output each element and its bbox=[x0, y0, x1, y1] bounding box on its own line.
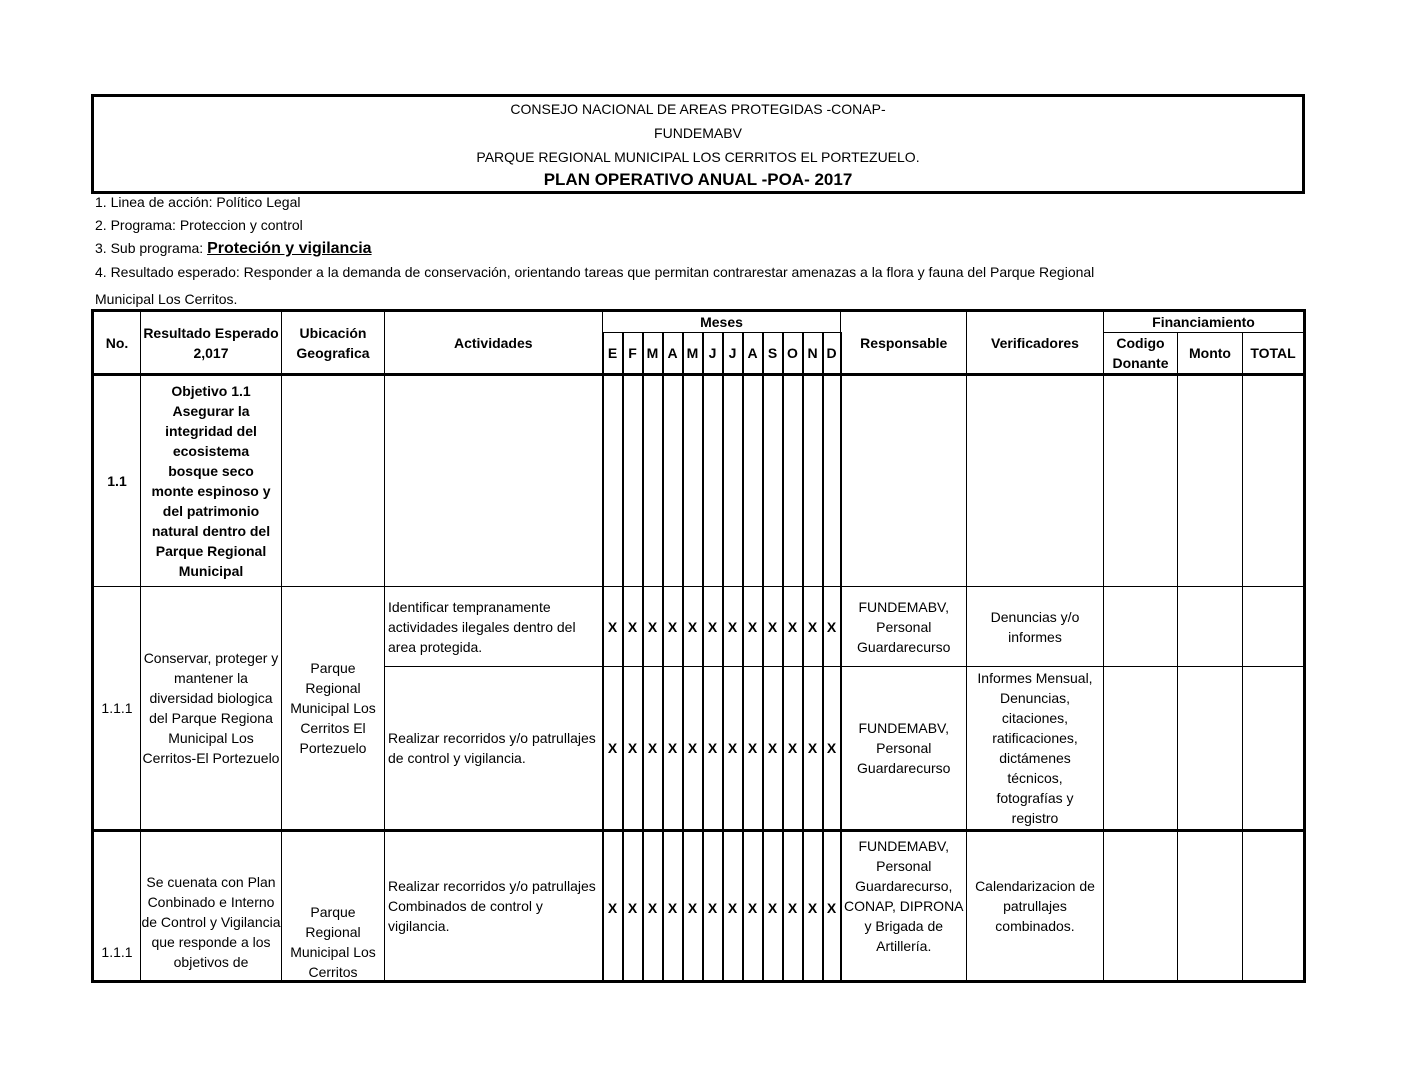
month-mark: X bbox=[663, 587, 683, 667]
empty-cell bbox=[643, 375, 663, 587]
activity-text: Identificar tempranamente actividades ilegales dentro del area protegida. bbox=[385, 587, 603, 667]
empty-cell bbox=[1243, 375, 1305, 587]
empty-cell bbox=[1104, 831, 1178, 982]
month-mark: X bbox=[743, 587, 763, 667]
month-mark: X bbox=[723, 587, 743, 667]
col-financiamiento: Financiamiento bbox=[1104, 311, 1305, 333]
month-mark: X bbox=[823, 667, 841, 831]
month-mark: X bbox=[783, 667, 803, 831]
empty-cell bbox=[1104, 375, 1178, 587]
month-mark: X bbox=[643, 667, 663, 831]
month-mark: X bbox=[783, 831, 803, 982]
col-verificadores: Verificadores bbox=[967, 311, 1104, 375]
info-programa: 2. Programa: Proteccion y control bbox=[95, 217, 303, 233]
month-header: J bbox=[703, 333, 723, 375]
empty-cell bbox=[823, 375, 841, 587]
month-mark: X bbox=[603, 831, 623, 982]
month-header: F bbox=[623, 333, 643, 375]
empty-cell bbox=[1243, 831, 1305, 982]
info-resultado-2: Municipal Los Cerritos. bbox=[95, 291, 238, 307]
result-text: Conservar, proteger y mantener la diversidad biologica del Parque Regiona Municipal Los Cerritos-El Portezuelo bbox=[141, 587, 282, 831]
info-subprograma bbox=[95, 240, 372, 258]
empty-cell bbox=[1178, 667, 1243, 831]
col-ubicacion: Ubicación Geografica bbox=[282, 311, 385, 375]
month-mark: X bbox=[703, 831, 723, 982]
header-park: PARQUE REGIONAL MUNICIPAL LOS CERRITOS EL PORTEZUELO. bbox=[476, 149, 920, 165]
month-mark: X bbox=[663, 667, 683, 831]
header-org: CONSEJO NACIONAL DE AREAS PROTEGIDAS -CONAP- bbox=[510, 101, 886, 117]
activity-row-3 bbox=[93, 831, 1305, 982]
month-header: A bbox=[663, 333, 683, 375]
result-number: 1.1.1 bbox=[93, 587, 141, 831]
month-header: N bbox=[803, 333, 823, 375]
activity-text: Realizar recorridos y/o patrullajes Combinados de control y vigilancia. bbox=[385, 831, 603, 982]
empty-cell bbox=[1104, 587, 1178, 667]
empty-cell bbox=[1243, 587, 1305, 667]
verifier-text: Calendarizacion de patrullajes combinados. bbox=[967, 831, 1104, 982]
location-text: Parque Regional Municipal Los Cerritos bbox=[290, 904, 376, 980]
info-linea: 1. Linea de acción: Político Legal bbox=[95, 194, 301, 210]
table-header-row-1 bbox=[93, 311, 1305, 333]
responsible-text: FUNDEMABV, Personal Guardarecurso bbox=[841, 587, 967, 667]
empty-cell bbox=[783, 375, 803, 587]
month-mark: X bbox=[803, 587, 823, 667]
objective-number: 1.1 bbox=[93, 375, 141, 587]
document-header bbox=[91, 94, 1305, 194]
empty-cell bbox=[385, 375, 603, 587]
month-mark: X bbox=[763, 587, 783, 667]
location-cell bbox=[282, 831, 385, 982]
month-mark: X bbox=[683, 587, 703, 667]
month-mark: X bbox=[683, 667, 703, 831]
month-mark: X bbox=[703, 587, 723, 667]
col-meses: Meses bbox=[603, 311, 841, 333]
result-number: 1.1.1 bbox=[93, 831, 141, 982]
verifier-text: Informes Mensual, Denuncias, citaciones, ratificaciones, dictámenes técnicos, fotografías y registro bbox=[977, 670, 1093, 826]
month-header: O bbox=[783, 333, 803, 375]
empty-cell bbox=[967, 375, 1104, 587]
objective-cell bbox=[141, 375, 282, 587]
empty-cell bbox=[1178, 831, 1243, 982]
empty-cell bbox=[743, 375, 763, 587]
month-header: E bbox=[603, 333, 623, 375]
empty-cell bbox=[663, 375, 683, 587]
month-mark: X bbox=[803, 667, 823, 831]
empty-cell bbox=[1178, 587, 1243, 667]
col-resultado: Resultado Esperado 2,017 bbox=[141, 311, 282, 375]
month-mark: X bbox=[763, 667, 783, 831]
empty-cell bbox=[603, 375, 623, 587]
month-mark: X bbox=[643, 831, 663, 982]
empty-cell bbox=[841, 375, 967, 587]
col-total: TOTAL bbox=[1243, 333, 1305, 375]
header-foundation: FUNDEMABV bbox=[654, 125, 742, 141]
month-mark: X bbox=[743, 831, 763, 982]
month-mark: X bbox=[723, 667, 743, 831]
subprograma-label: 3. Sub programa: bbox=[95, 240, 208, 256]
month-mark: X bbox=[623, 831, 643, 982]
month-mark: X bbox=[683, 831, 703, 982]
month-mark: X bbox=[803, 831, 823, 982]
col-actividades: Actividades bbox=[385, 311, 603, 375]
month-mark: X bbox=[823, 831, 841, 982]
col-no: No. bbox=[93, 311, 141, 375]
poa-table bbox=[91, 309, 1306, 983]
info-resultado-1: 4. Resultado esperado: Responder a la demanda de conservación, orientando tareas que permitan contrarestar amenazas a la flora y fauna del Parque Regional bbox=[95, 264, 1095, 280]
empty-cell bbox=[763, 375, 783, 587]
month-mark: X bbox=[703, 667, 723, 831]
empty-cell bbox=[723, 375, 743, 587]
month-header: A bbox=[743, 333, 763, 375]
activity-text: Realizar recorridos y/o patrullajes de control y vigilancia. bbox=[385, 667, 603, 831]
objective-text: Objetivo 1.1 Asegurar la integridad del ecosistema bosque seco monte espinoso y del patrimonio natural dentro del Parque Regional Municipal bbox=[151, 383, 271, 579]
month-header: M bbox=[643, 333, 663, 375]
col-responsable: Responsable bbox=[841, 311, 967, 375]
responsible-text: FUNDEMABV, Personal Guardarecurso, CONAP, DIPRONA y Brigada de Artillería. bbox=[841, 831, 967, 982]
empty-cell bbox=[1178, 375, 1243, 587]
month-header: J bbox=[723, 333, 743, 375]
activity-row-1 bbox=[93, 587, 1305, 667]
verifier-text: Denuncias y/o informes bbox=[967, 587, 1104, 667]
month-mark: X bbox=[763, 831, 783, 982]
month-mark: X bbox=[623, 587, 643, 667]
empty-cell bbox=[803, 375, 823, 587]
location-text: Parque Regional Municipal Los Cerritos El Portezuelo bbox=[282, 587, 385, 831]
month-header: M bbox=[683, 333, 703, 375]
objective-row bbox=[93, 375, 1305, 587]
document-title: PLAN OPERATIVO ANUAL -POA- 2017 bbox=[543, 170, 853, 189]
empty-cell bbox=[282, 375, 385, 587]
empty-cell bbox=[1243, 667, 1305, 831]
month-mark: X bbox=[603, 587, 623, 667]
col-codigo: Codigo Donante bbox=[1104, 333, 1178, 375]
verifier-cell bbox=[967, 667, 1104, 831]
month-mark: X bbox=[783, 587, 803, 667]
month-mark: X bbox=[663, 831, 683, 982]
empty-cell bbox=[1104, 667, 1178, 831]
responsible-text: FUNDEMABV, Personal Guardarecurso bbox=[841, 667, 967, 831]
month-mark: X bbox=[623, 667, 643, 831]
empty-cell bbox=[623, 375, 643, 587]
subprograma-value: Proteción y vigilancia bbox=[207, 240, 372, 257]
month-header: D bbox=[823, 333, 841, 375]
month-mark: X bbox=[823, 587, 841, 667]
month-mark: X bbox=[723, 831, 743, 982]
month-header: S bbox=[763, 333, 783, 375]
month-mark: X bbox=[643, 587, 663, 667]
empty-cell bbox=[683, 375, 703, 587]
col-monto: Monto bbox=[1178, 333, 1243, 375]
empty-cell bbox=[703, 375, 723, 587]
month-mark: X bbox=[743, 667, 763, 831]
result-text: Se cuenata con Plan Conbinado e Interno de Control y Vigilancia que responde a los objetivos de bbox=[141, 874, 281, 970]
result-cell bbox=[141, 831, 282, 982]
month-mark: X bbox=[603, 667, 623, 831]
